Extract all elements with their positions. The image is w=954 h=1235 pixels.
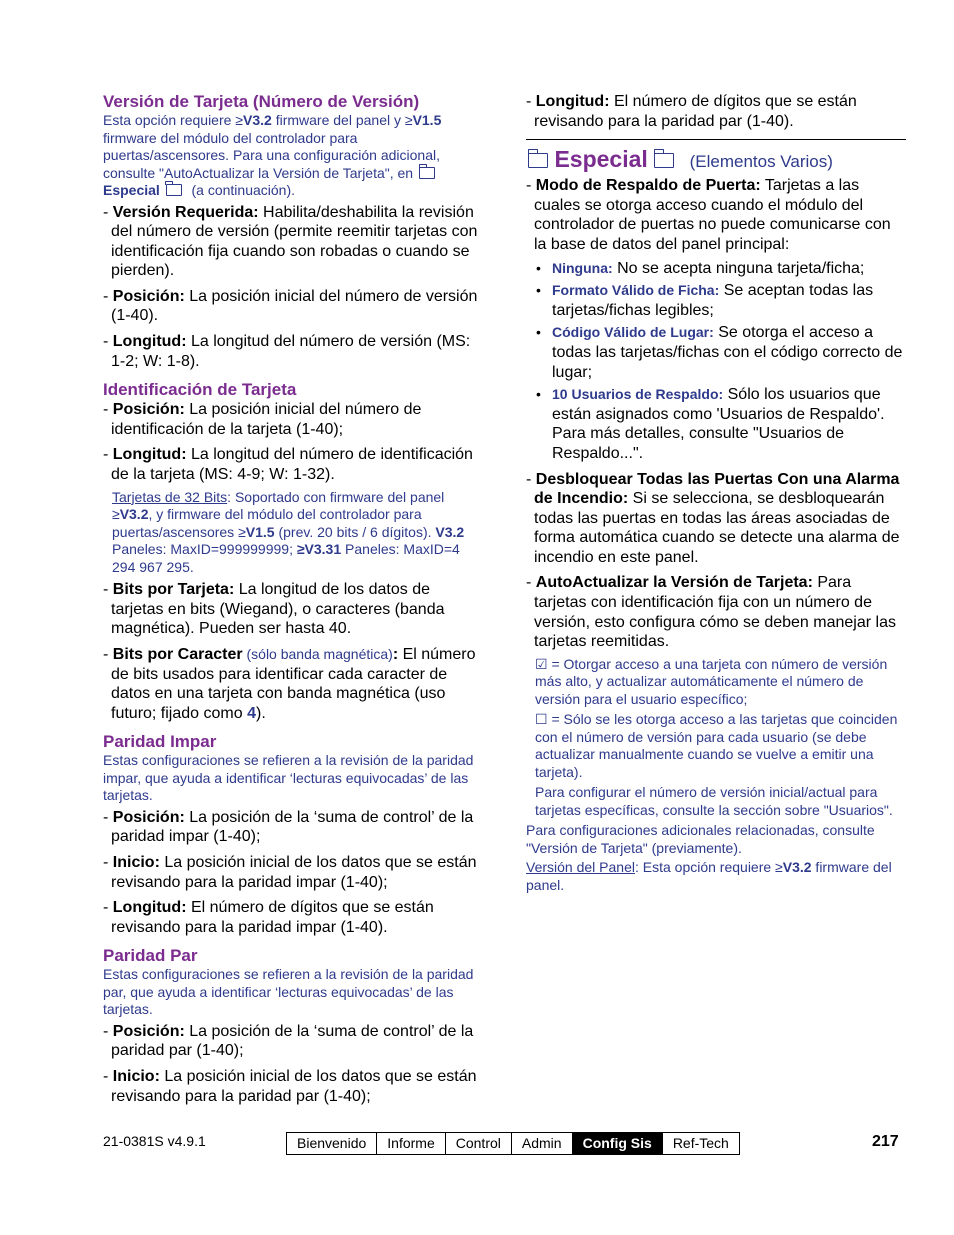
odd-parity-note: Estas configuraciones se refieren a la revisión de la paridad impar, que ayuda a identificar ‘lecturas equivocadas’ de las tarjetas. xyxy=(103,752,474,804)
tab-ref-tech[interactable]: Ref-Tech xyxy=(672,1135,729,1151)
version-note: Esta opción requiere ≥V3.2 firmware del panel y ≥V1.5 firmware del módulo del controlador para puertas/ascensores. Para una configuración adicional, consulte "AutoActualizar la Versión de Tarjeta", en Especial (a continuación). xyxy=(103,112,442,198)
checked-note: ☑ = Otorgar acceso a una tarjeta con número de versión más alto, y actualizar automáticamente el número de versión para el usuario específico; xyxy=(535,655,888,707)
bits-per-card-item: - Bits por Tarjeta: La longitud de los datos de tarjetas en bits (Wiegand), o caracteres (banda magnética). Pueden ser hasta 40. xyxy=(103,581,445,638)
door-backup-options xyxy=(526,259,906,464)
32-bit-cards-link[interactable]: Tarjetas de 32 Bits xyxy=(112,488,228,505)
odd-length-item: - Longitud: El número de dígitos que se están revisando para la paridad impar (1-40). xyxy=(103,899,434,936)
odd-position-item: - Posición: La posición de la ‘suma de control’ de la paridad impar (1-40); xyxy=(103,808,474,846)
left-column xyxy=(103,92,483,1112)
even-length-item: - Longitud: El número de dígitos que se están revisando para la paridad par (1-40). xyxy=(526,93,857,130)
section-divider xyxy=(526,139,906,140)
tab-bienvenido[interactable]: Bienvenido xyxy=(287,1133,377,1154)
id-length-item: - Longitud: La longitud del número de identificación de la tarjeta (MS: 4-9; W: 1-32). xyxy=(103,446,473,484)
even-position-item: - Posición: La posición de la ‘suma de control’ de la paridad par (1-40); xyxy=(103,1022,474,1060)
heading-card-identification: Identificación de Tarjeta xyxy=(103,380,297,400)
panel-version-link[interactable]: Versión del Panel xyxy=(526,859,635,876)
list-item: • Código Válido de Lugar: Se otorga el acceso a todas las tarjetas/fichas con el código correcto de lugar; xyxy=(526,323,906,382)
version-position-item: - Posición: La posición inicial del número de versión (1-40). xyxy=(103,287,478,325)
even-parity-note: Estas configuraciones se refieren a la revisión de la paridad par, que ayuda a identificar ‘lecturas equivocadas’ de las tarjetas. xyxy=(103,966,474,1018)
config-note: Para configurar el número de versión inicial/actual para tarjetas específicas, consulte la sección sobre "Usuarios". xyxy=(535,784,893,818)
panel-version-note: Versión del Panel: Esta opción requiere ≥V3.2 firmware del panel. xyxy=(526,859,892,893)
section-tabs xyxy=(286,1132,740,1155)
folder-icon xyxy=(528,153,548,168)
heading-even-parity: Paridad Par xyxy=(103,946,198,966)
list-item: • 10 Usuarios de Respaldo: Sólo los usuarios que están asignados como 'Usuarios de Respaldo'. Para más detalles, consulte "Usuarios de Respaldo...". xyxy=(526,385,906,463)
version-required-item: - Versión Requerida: Habilita/deshabilita la revisión del número de versión (permite reemitir tarjetas con identificación fija cuando son robadas o cuando se pierden). xyxy=(103,203,478,280)
32-bit-note: Tarjetas de 32 Bits: Soportado con firmware del panel ≥V3.2, y firmware del módulo del controlador para puertas/ascensores ≥V1.5 (prev. 20 bits / 6 dígitos). V3.2 Paneles: MaxID=999999999; ≥V3.31 Paneles: MaxID=4 294 967 295. xyxy=(112,488,465,575)
page-number: 217 xyxy=(872,1133,899,1150)
bits-per-char-item: - Bits por Caracter (sólo banda magnética): El número de bits usados para identificar cada caracter de datos en una tarjeta con banda magnética (uso futuro; fijado como 4). xyxy=(103,645,476,722)
unchecked-note: ☐ = Sólo se les otorga acceso a las tarjetas que coinciden con el número de versión para cada usuario (se debe actualizar manualmente cuando se vuelve a emitir una tarjeta). xyxy=(535,711,898,780)
odd-start-item: - Inicio: La posición inicial de los datos que se están revisando para la paridad impar (1-40); xyxy=(103,853,477,891)
folder-icon xyxy=(166,184,182,196)
list-item: • Ninguna: No se acepta ninguna tarjeta/ficha; xyxy=(526,259,906,279)
tab-config-sis[interactable]: Config Sis xyxy=(573,1133,663,1154)
auto-update-item: - AutoActualizar la Versión de Tarjeta: Para tarjetas con identificación fija con un número de versión, esto configura cómo se deben manejar las tarjetas reemitidas. xyxy=(526,574,896,651)
version-length-item: - Longitud: La longitud del número de versión (MS: 1-2; W: 1-8). xyxy=(103,333,471,370)
tab-control[interactable]: Control xyxy=(446,1133,512,1154)
folder-icon xyxy=(419,167,435,179)
document-id: 21-0381S v4.9.1 xyxy=(103,1133,206,1149)
fire-unlock-item: - Desbloquear Todas las Puertas Con una Alarma de Incendio: Si se selecciona, se desbloquearán todas las puertas en todas las áreas asociadas de forma automática cuando se detecte una alarma de incendio en este panel. xyxy=(526,470,900,566)
special-link[interactable]: Especial xyxy=(103,182,160,198)
related-note: Para configuraciones adicionales relacionadas, consulte "Versión de Tarjeta" (previamente). xyxy=(526,822,875,856)
heading-card-version: Versión de Tarjeta (Número de Versión) xyxy=(103,92,420,111)
tab-informe[interactable]: Informe xyxy=(377,1133,445,1154)
door-backup-mode-item: - Modo de Respaldo de Puerta: Tarjetas a las cuales se otorga acceso cuando el módulo del controlador de puertas no puede comunicarse con la base de datos del panel principal: xyxy=(526,177,891,253)
even-start-item: - Inicio: La posición inicial de los datos que se están revisando para la paridad par (1-40); xyxy=(103,1068,477,1105)
special-heading: Especial (Elementos Varios) xyxy=(526,146,906,172)
right-column xyxy=(526,92,906,894)
heading-odd-parity: Paridad Impar xyxy=(103,732,217,752)
folder-icon xyxy=(654,153,674,168)
id-position-item: - Posición: La posición inicial del número de identificación de la tarjeta (1-40); xyxy=(103,401,422,438)
list-item: • Formato Válido de Ficha: Se aceptan todas las tarjetas/fichas legibles; xyxy=(526,281,906,320)
tab-admin[interactable]: Admin xyxy=(512,1133,573,1154)
